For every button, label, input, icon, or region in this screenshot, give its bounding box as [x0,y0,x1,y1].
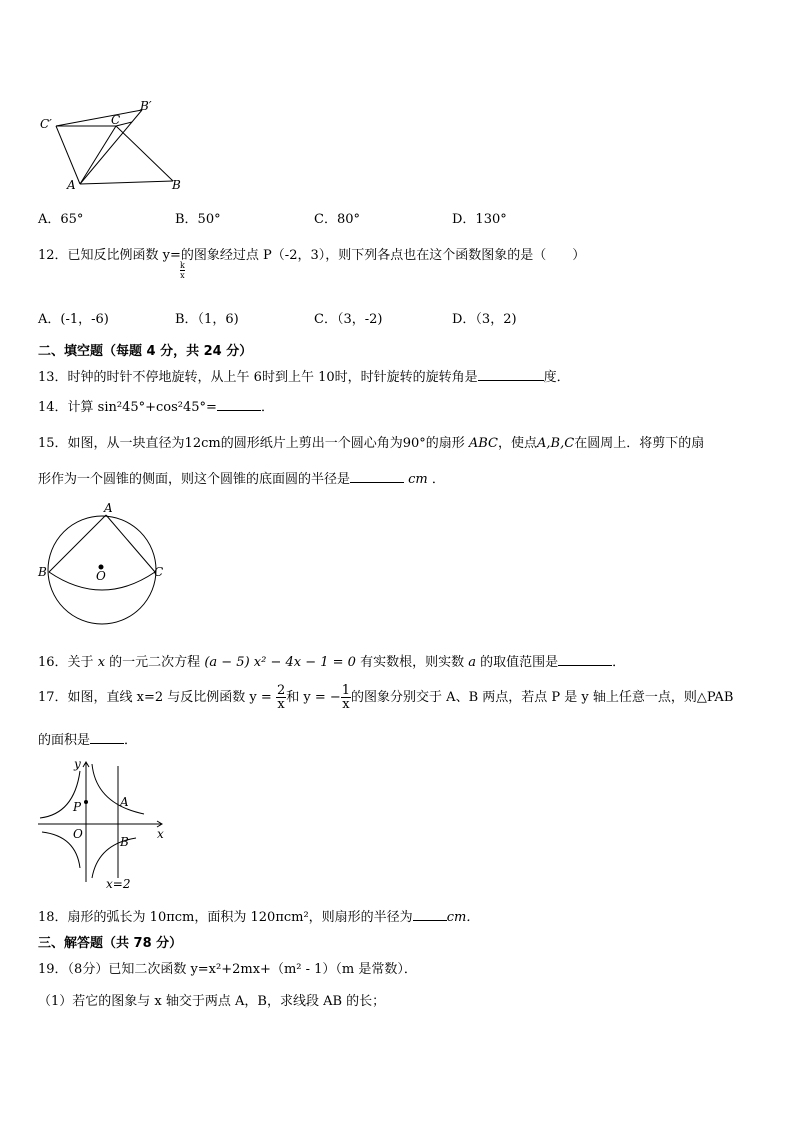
line-x2-label: x=2 [106,877,131,891]
label-b: B [172,178,181,192]
q11-option-c: C．80° [314,212,360,227]
label-c: C [154,565,164,579]
label-c: C [111,113,121,127]
q17-answer-blank[interactable] [90,731,124,744]
q16-equation: (a − 5) x² − 4x − 1 = 0 [204,655,356,670]
q13-answer-blank[interactable] [478,368,544,381]
q15-answer-blank[interactable] [350,470,404,483]
axis-y-label: y [74,757,81,771]
q15-line-1 [38,432,704,451]
q18-unit: cm． [446,910,480,925]
q15-points: A,B,C [537,436,575,451]
q12-fraction [180,261,185,280]
q14-text: 14．计算 sin²45°+cos²45°= [38,400,217,415]
q17-prefix: 17．如图，直线 x=2 与反比例函数 y = [38,690,272,705]
label-c-prime: C′ [40,117,52,131]
q15-end: ． [431,472,445,487]
section-2-heading: 二、填空题（每题 4 分，共 24 分） [38,344,253,359]
q17-mid: 和 y = − [286,690,341,705]
q15-line2: 形作为一个圆锥的侧面，则这个圆锥的底面圆的半径是 [38,472,351,487]
q11-figure [36,96,186,196]
q18-text: 18．扇形的弧长为 10πcm，面积为 120πcm²，则扇形的半径为 [38,910,413,925]
q14-question [38,396,274,415]
q17-frac2-den: x [342,697,350,712]
q17-line-2 [38,729,137,748]
q17-frac2-num: 1 [341,683,351,698]
label-b: B [38,565,47,579]
q12-option-a: A．(-1，-6) [38,312,109,327]
label-p: P [73,800,82,814]
q12-frac-den: x [180,271,185,280]
q14-end: ． [260,400,274,415]
q16-suffix: 的取值范围是 [480,655,559,670]
q16-x: x [97,655,106,670]
q11-option-d: D．130° [452,212,507,227]
q12-option-c: C．（3，-2) [314,312,383,327]
q16-mid: 的一元二次方程 [109,655,201,670]
q15-mid: ，使点 [498,436,538,451]
q17-frac1-num: 2 [276,683,286,698]
q15-figure [36,500,176,625]
section-3-heading: 三、解答题（共 78 分） [38,936,183,951]
label-a: A [120,795,129,809]
q17-question [38,684,733,711]
q13-question [38,366,570,385]
q16-answer-blank[interactable] [558,653,612,666]
q15-unit: cm [408,472,428,487]
label-a: A [104,501,113,515]
label-b: B [120,835,129,849]
q16-end: ． [612,655,626,670]
q16-prefix: 16．关于 [38,655,94,670]
q16-mid2: 有实数根，则实数 [360,655,465,670]
q16-question [38,651,625,670]
q14-answer-blank[interactable] [217,398,261,411]
q13-unit: 度． [543,370,570,385]
label-a: A [67,178,76,192]
q17-suffix: 的图象分别交于 A、B 两点，若点 P 是 y 轴上任意一点，则△PAB [351,690,734,705]
axis-x-label: x [157,827,164,841]
q15-line-2 [38,468,445,487]
q12-after: 的图象经过点 P（-2，3），则下列各点也在这个函数图象的是（ ） [180,248,586,263]
q15-line1-end: 在圆周上．将剪下的扇 [574,436,705,451]
q12-option-d: D．（3，2) [452,312,517,327]
q19-subquestion-1: （1）若它的图象与 x 轴交于两点 A，B，求线段 AB 的长； [38,994,386,1009]
q17-line2: 的面积是 [38,733,91,748]
q17-frac1-den: x [277,697,285,712]
q18-question [38,906,479,925]
label-b-prime: B′ [140,99,152,113]
q17-fraction-2 [341,684,351,711]
q16-a: a [468,655,477,670]
q12-question [38,244,585,263]
q11-option-b: B．50° [175,212,221,227]
q17-fraction-1 [276,684,286,711]
origin-label: O [73,827,83,841]
q12-frac-num: k [180,261,185,270]
q12-option-b: B．（1，6) [175,312,239,327]
label-o: O [96,569,106,583]
q17-figure [36,756,171,892]
q18-answer-blank[interactable] [413,908,447,921]
q15-line1: 15．如图，从一块直径为12cm的圆形纸片上剪出一个圆心角为90°的扇形 [38,436,465,451]
q12-before: 12．已知反比例函数 y= [38,248,181,263]
q11-option-a: A．65° [38,212,84,227]
q13-text: 13．时钟的时针不停地旋转，从上午 6时到上午 10时，时针旋转的旋转角是 [38,370,478,385]
q15-abc: ABC [468,436,499,451]
q17-end: ． [124,733,138,748]
q19-question: 19．（8分）已知二次函数 y=x²+2mx+（m² - 1）（m 是常数）． [38,962,417,977]
